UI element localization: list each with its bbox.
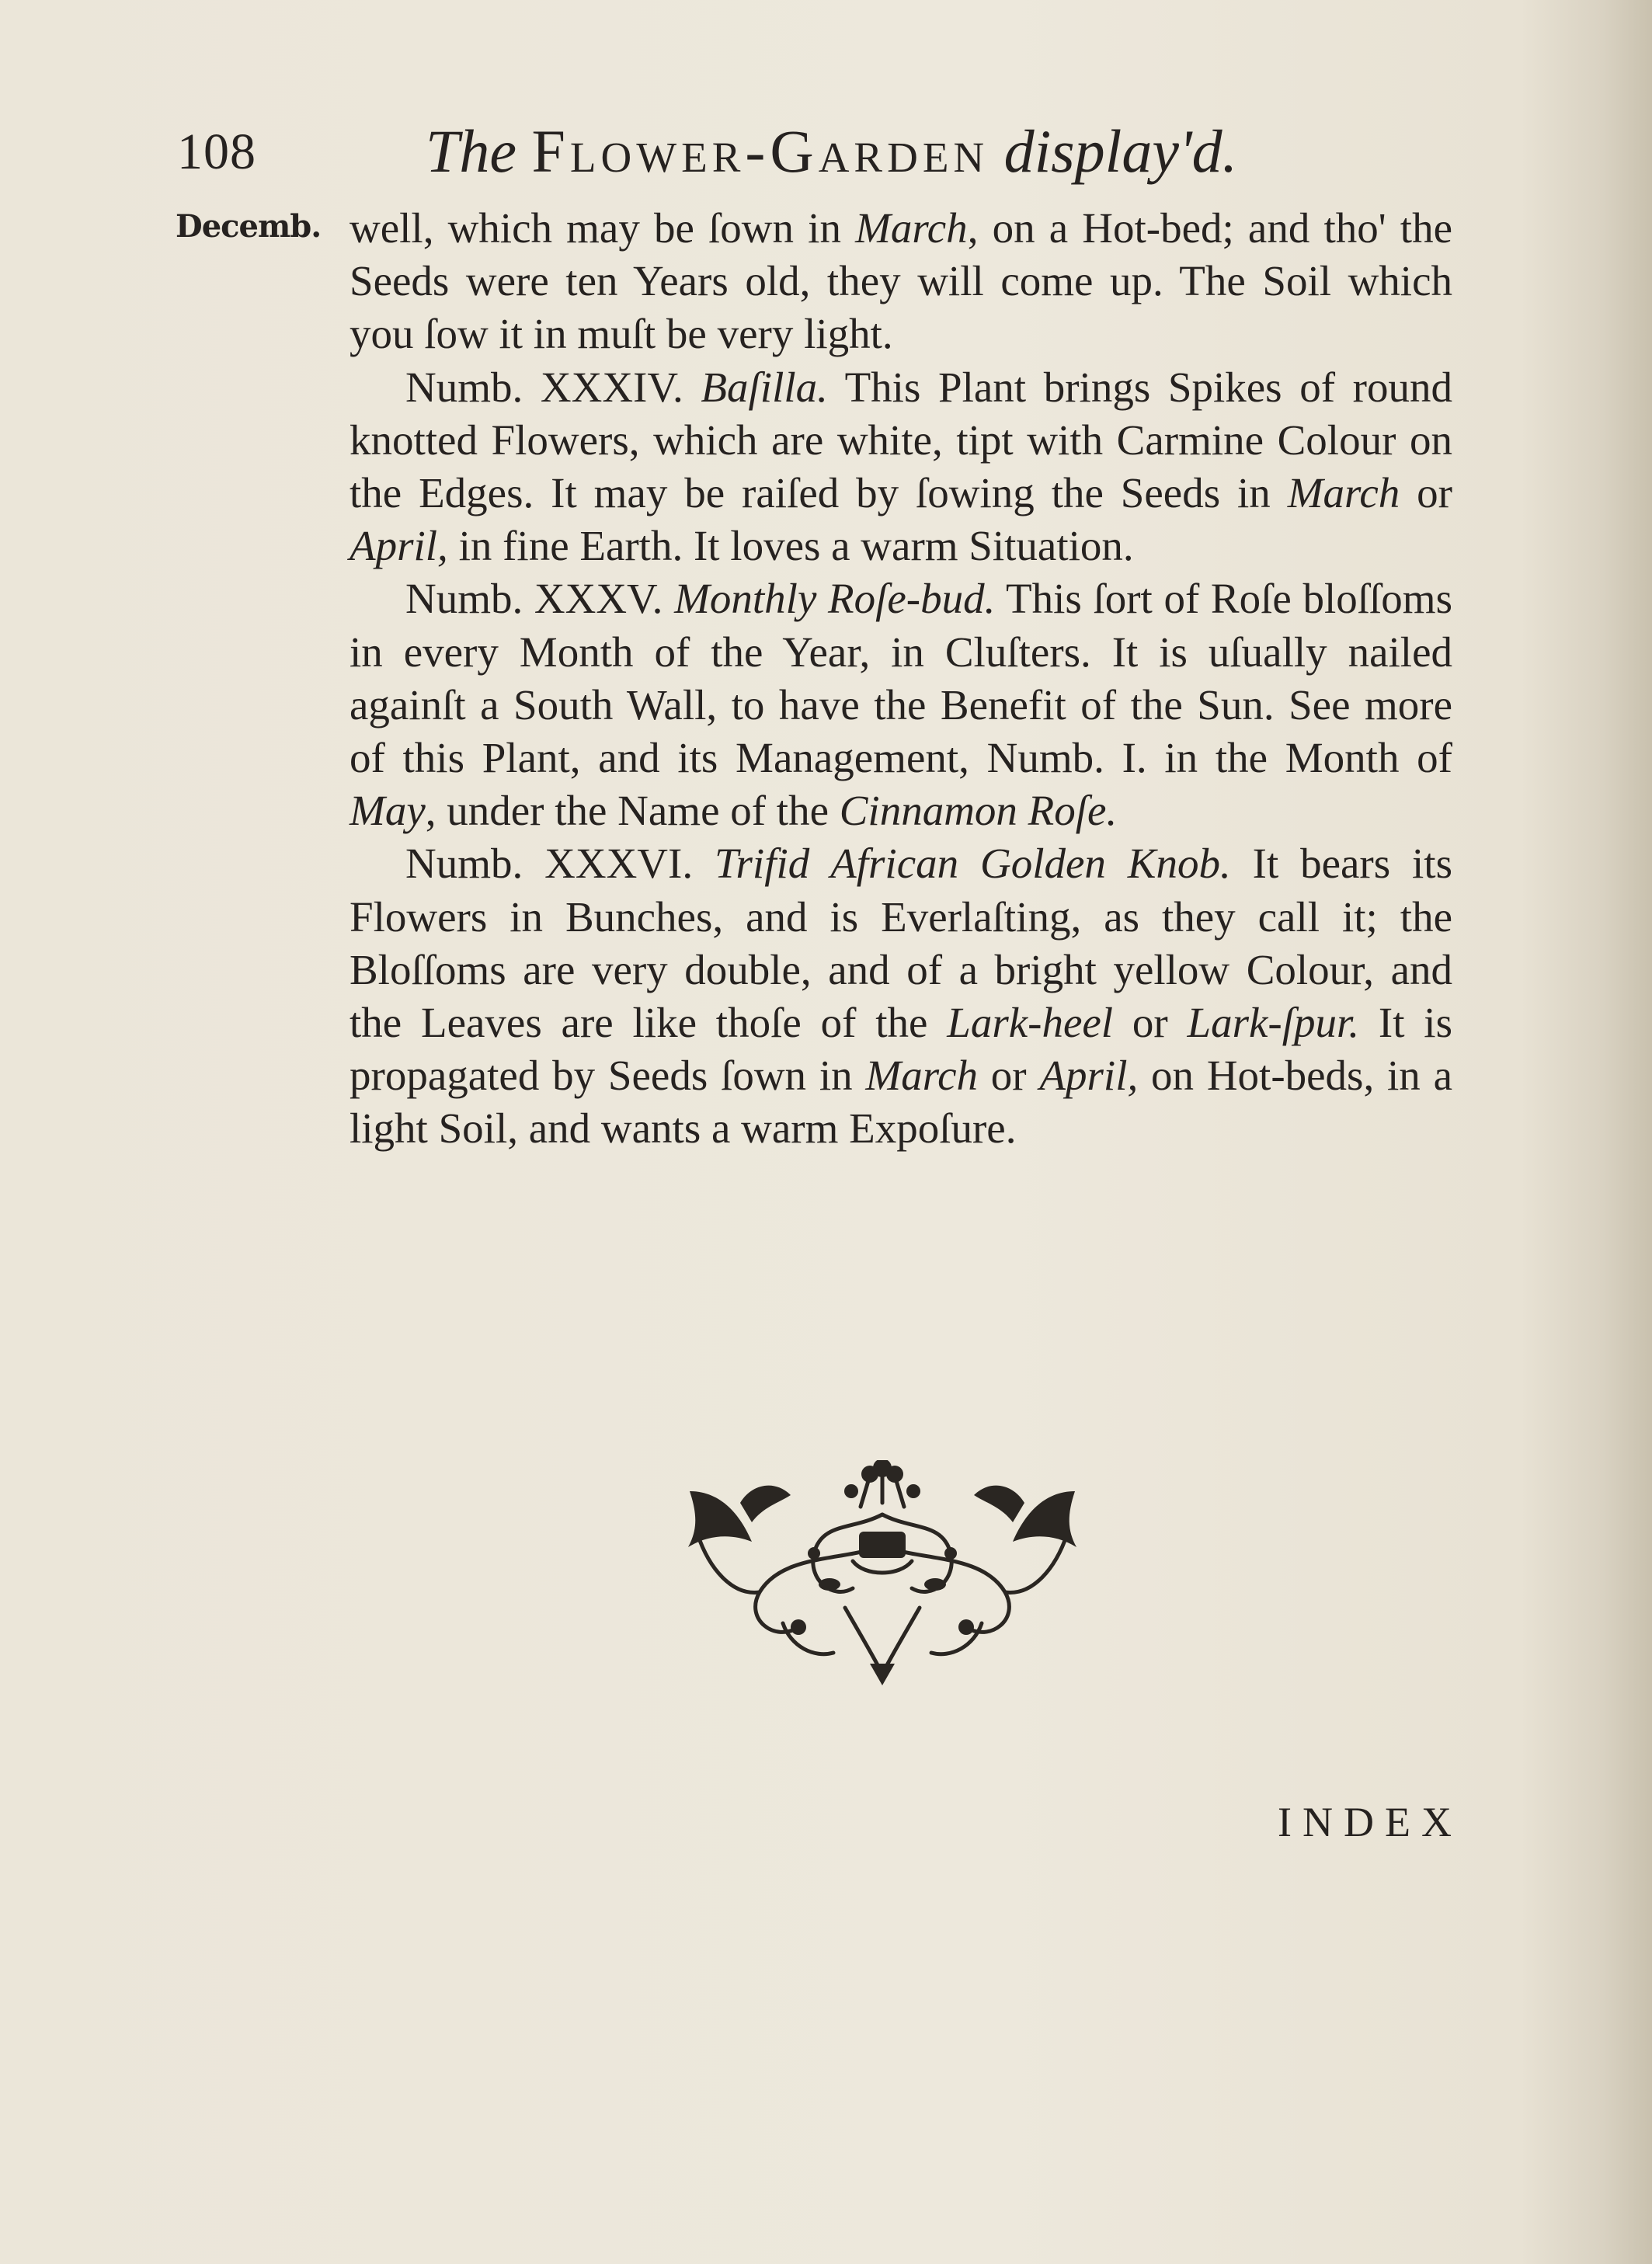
- page-header: [177, 117, 1451, 202]
- italic-term: April,: [1039, 1052, 1139, 1100]
- italic-term: Monthly Roſe-bud.: [674, 575, 996, 623]
- text-run: on Hot-beds, in a light Soil, and wants a warm Expoſure.: [350, 1052, 1452, 1153]
- text-run: Numb. XXXIV.: [405, 363, 701, 411]
- body-text: [350, 202, 1452, 1156]
- text-run: or: [1113, 999, 1188, 1047]
- running-title-main: Flower-Garden: [531, 117, 989, 185]
- paragraph-numb-xxxiv: [350, 361, 1452, 573]
- running-title-tail: display'd.: [1003, 117, 1238, 185]
- show-through-text: [365, 1188, 1468, 1351]
- text-run: in fine Earth. It loves a warm Situation.: [447, 522, 1134, 570]
- text-run: This Plant brings Spikes of round knotted Flowers, which are white, tipt with Carmine Colour on the Edges. It may be raiſed by ſowing the Seeds in: [350, 363, 1452, 517]
- italic-term: Lark-ſpur.: [1187, 999, 1360, 1047]
- text-run: This ſort of Roſe bloſſoms in every Month of the Year, in Cluſters. It is uſually nailed againſt a South Wall, to have the Benefit of the Sun. See more of this Plant, and its Management, Numb. I. in the Month of: [350, 575, 1452, 782]
- catchword-index: INDEX: [1278, 1799, 1462, 1845]
- paragraph-numb-xxxv: [350, 572, 1452, 837]
- text-run: It is propagated by Seeds ſown in: [350, 999, 1452, 1100]
- italic-term: Trifid African Golden Knob.: [714, 840, 1231, 888]
- paragraph-continuation: [350, 202, 1452, 361]
- running-title: [426, 117, 1237, 186]
- text-run: or: [1400, 469, 1452, 517]
- floral-eagle-tailpiece-icon: [666, 1460, 1098, 1685]
- text-run: or: [978, 1052, 1040, 1100]
- text-run: well, which may be ſown in: [350, 204, 856, 252]
- italic-term: March: [1287, 469, 1400, 517]
- italic-term: Baſilla.: [701, 363, 828, 411]
- margin-note-month: Decemb.: [176, 208, 322, 245]
- paragraph-numb-xxxvi: [350, 837, 1452, 1155]
- running-title-the: The: [426, 117, 516, 185]
- text-run: , on a Hot-bed; and tho' the Seeds were ten Years old, they will come up. The Soil which you ſow it in muſt be very light.: [350, 204, 1452, 358]
- text-run: Numb. XXXV.: [405, 575, 675, 623]
- italic-term: March: [865, 1052, 978, 1100]
- italic-term: Lark-heel: [947, 999, 1114, 1047]
- page-number: 108: [177, 123, 256, 180]
- text-run: , under the Name of the: [425, 787, 840, 835]
- italic-term: Cinnamon Roſe.: [839, 787, 1118, 835]
- text-run: Numb. XXXVI.: [405, 840, 715, 888]
- text-run: It bears its Flowers in Bunches, and is Everlaſting, as they call it; the Bloſſoms are very double, and of a bright yellow Colour, and the Leaves are like thoſe of the: [350, 840, 1452, 1047]
- italic-term: April,: [350, 522, 448, 570]
- italic-term: March: [855, 204, 968, 252]
- italic-term: May: [350, 787, 426, 835]
